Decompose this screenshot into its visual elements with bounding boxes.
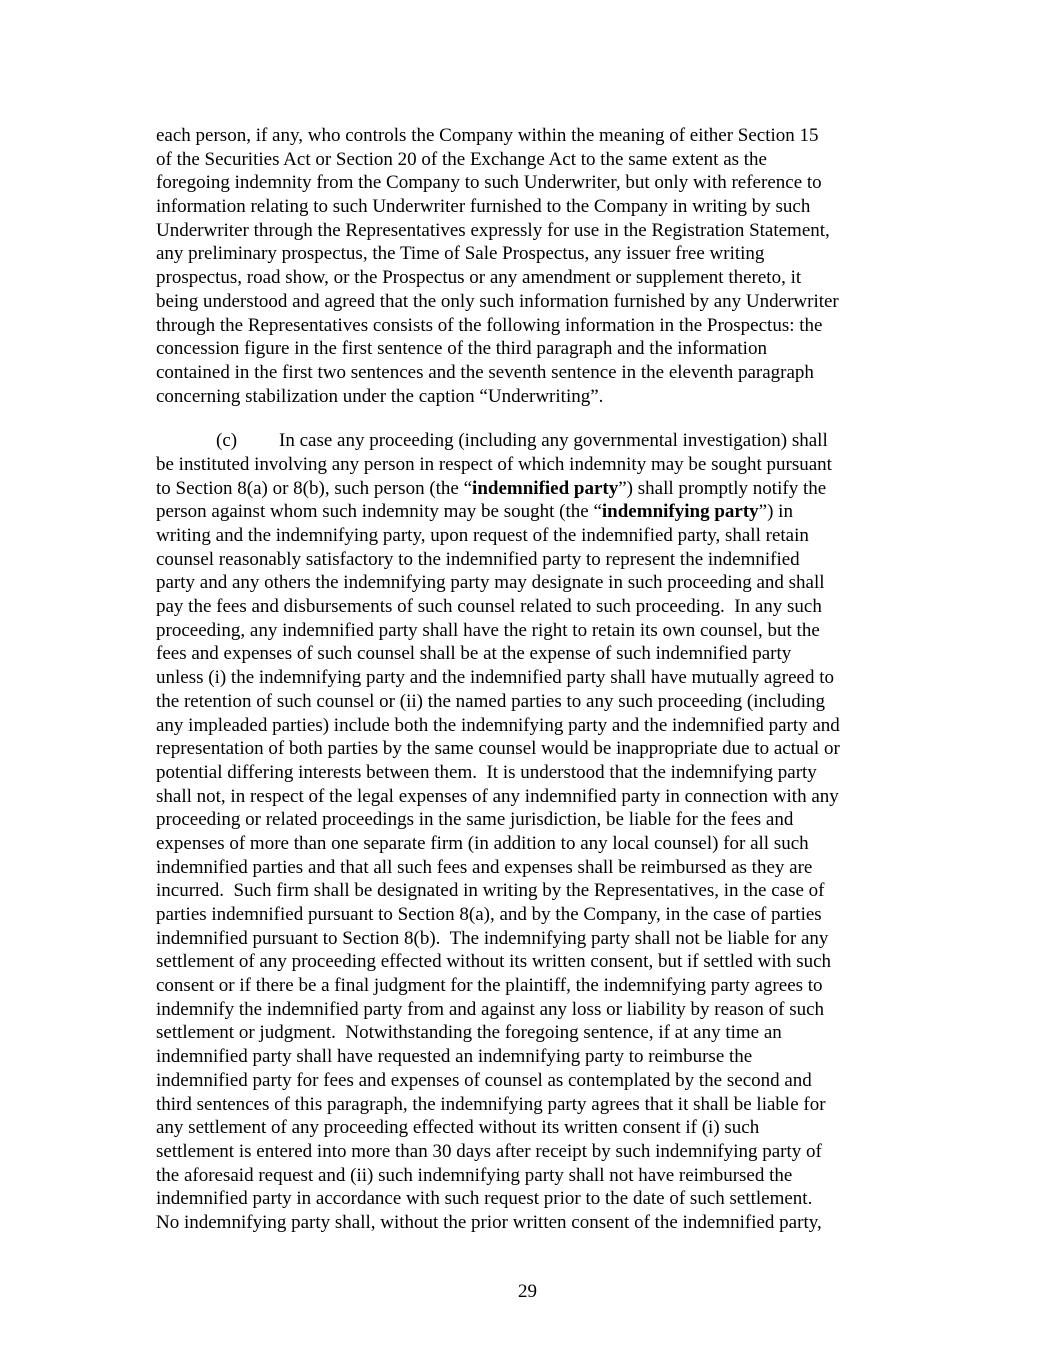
text-line: third sentences of this paragraph, the indemnifying party agrees that it shall be liable for [156,1093,826,1115]
text-line: be instituted involving any person in respect of which indemnity may be sought pursuant [156,453,832,475]
text-line [156,429,898,453]
text-line: proceeding or related proceedings in the same jurisdiction, be liable for the fees and [156,809,794,831]
text-line: being understood and agreed that the only such information furnished by any Underwriter [156,290,839,312]
text-line: proceeding, any indemnified party shall have the right to retain its own counsel, but the [156,619,820,641]
text-line: prospectus, road show, or the Prospectus or any amendment or supplement thereto, it [156,267,802,289]
text-segment: ”) shall promptly notify the [618,477,827,499]
text-line: indemnify the indemnified party from and against any loss or liability by reason of such [156,998,825,1020]
text-line: contained in the first two sentences and the seventh sentence in the eleventh paragraph [156,361,814,383]
text-line: Underwriter through the Representatives expressly for use in the Registration Statement, [156,219,830,241]
text-line: counsel reasonably satisfactory to the indemnified party to represent the indemnified [156,548,800,570]
text-line: each person, if any, who controls the Company within the meaning of either Section 15 [156,125,819,146]
text-line: information relating to such Underwriter furnished to the Company in writing by such [156,196,811,218]
text-line: consent or if there be a final judgment for the plaintiff, the indemnifying party agrees to [156,975,823,997]
paragraph-c [156,429,898,1234]
text-line: the aforesaid request and (ii) such indemnifying party shall not have reimbursed the [156,1164,793,1186]
text-segment: In case any proceeding (including any governmental investigation) shall [279,430,828,452]
paragraph-spacer [156,408,898,429]
text-line: representation of both parties by the same counsel would be inappropriate due to actual or [156,738,840,760]
text-line: indemnified party for fees and expenses of counsel as contemplated by the second and [156,1069,812,1091]
text-line: parties indemnified pursuant to Section 8(a), and by the Company, in the case of parties [156,904,822,925]
text-line [156,477,898,501]
text-line: writing and the indemnifying party, upon request of the indemnified party, shall retain [156,525,809,546]
text-line: any preliminary prospectus, the Time of Sale Prospectus, any issuer free writing [156,243,765,265]
paragraph-b-continued [156,124,898,408]
text-line: indemnified parties and that all such fees and expenses shall be reimbursed as they are [156,856,813,878]
text-line: indemnified party in accordance with such request prior to the date of such settlement. [156,1188,813,1210]
text-line: pay the fees and disbursements of such counsel related to such proceeding. In any such [156,596,822,618]
text-line: indemnified party shall have requested an indemnifying party to reimburse the [156,1046,753,1068]
text-line: settlement or judgment. Notwithstanding the foregoing sentence, if at any time an [156,1022,782,1044]
text-line: any impleaded parties) include both the indemnifying party and the indemnified party and [156,714,840,736]
text-segment: ”) in [758,501,793,523]
text-line: concerning stabilization under the caption “Underwriting”. [156,385,604,407]
text-line: shall not, in respect of the legal expenses of any indemnified party in connection with any [156,785,839,807]
text-line: through the Representatives consists of the following information in the Prospectus: the [156,314,823,336]
text-line: settlement of any proceeding effected without its written consent, but if settled with such [156,951,832,973]
text-line: No indemnifying party shall, without the prior written consent of the indemnified party, [156,1211,822,1233]
text-line: unless (i) the indemnifying party and the indemnified party shall have mutually agreed to [156,667,835,689]
text-line: any settlement of any proceeding effected without its written consent if (i) such [156,1117,760,1139]
text-line: expenses of more than one separate firm (in addition to any local counsel) for all such [156,832,809,854]
defined-term-indemnifying-party: indemnifying party [601,501,759,523]
text-segment: person against whom such indemnity may be sought (the “ [156,501,602,523]
text-line: fees and expenses of such counsel shall be at the expense of such indemnified party [156,643,792,665]
page-number: 29 [518,1281,537,1302]
defined-term-indemnified-party: indemnified party [472,477,619,499]
text-line [156,500,898,524]
paragraph-label: (c) [216,430,238,452]
text-line: concession figure in the first sentence of the third paragraph and the information [156,338,767,360]
text-line: the retention of such counsel or (ii) the named parties to any such proceeding (including [156,690,826,712]
text-line: party and any others the indemnifying party may designate in such proceeding and shall [156,572,825,594]
document-body [156,124,898,1235]
text-line: foregoing indemnity from the Company to such Underwriter, but only with reference to [156,172,822,194]
text-line: potential differing interests between them. It is understood that the indemnifying party [156,761,817,783]
text-line: of the Securities Act or Section 20 of the Exchange Act to the same extent as the [156,148,767,170]
text-line: indemnified pursuant to Section 8(b). The indemnifying party shall not be liable for any [156,927,829,949]
text-segment: to Section 8(a) or 8(b), such person (the “ [156,477,473,499]
text-line: settlement is entered into more than 30 days after receipt by such indemnifying party of [156,1140,822,1162]
text-line: incurred. Such firm shall be designated in writing by the Representatives, in the case of [156,880,825,902]
